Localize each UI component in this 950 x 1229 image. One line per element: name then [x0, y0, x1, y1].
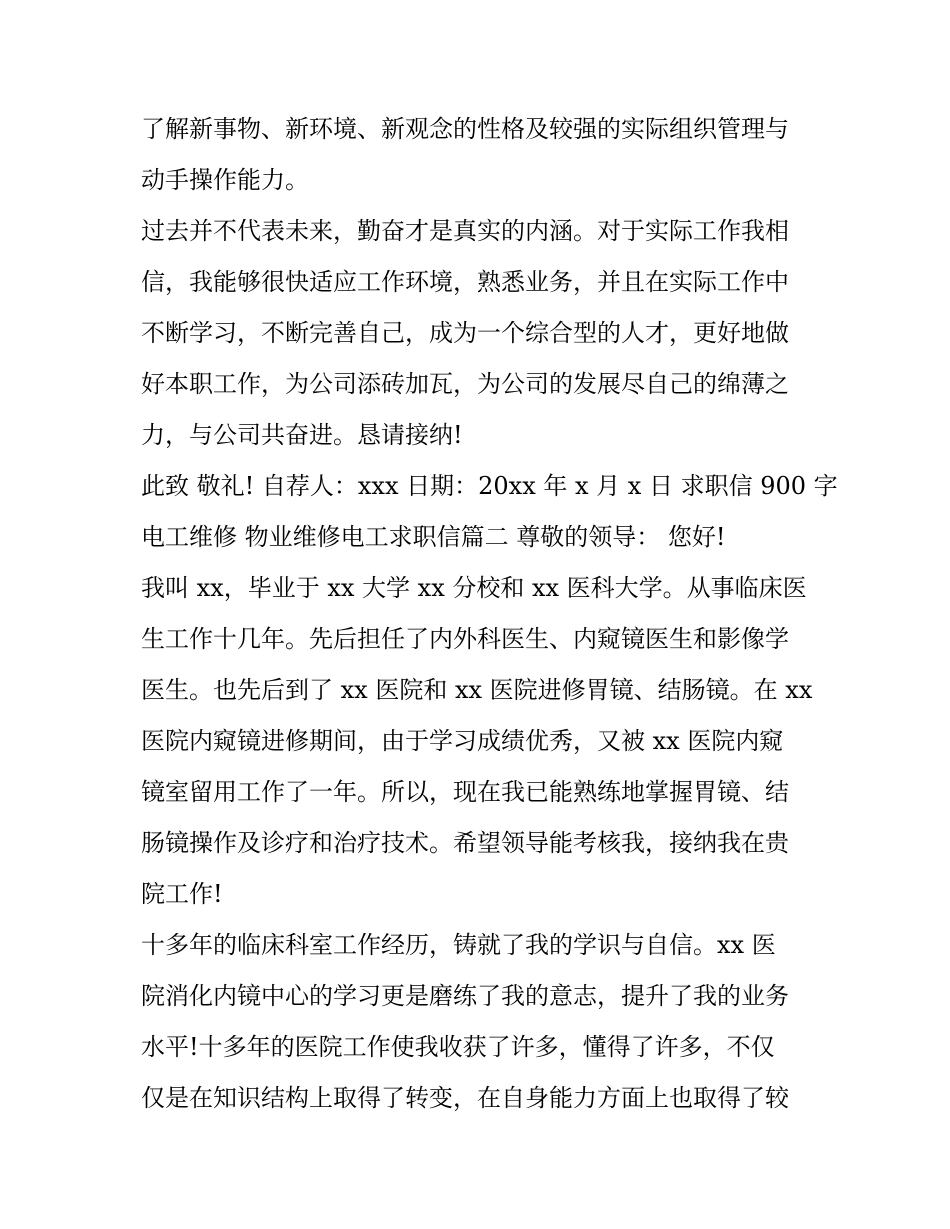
- text-line: 好本职工作，为公司添砖加瓦，为公司的发展尽自己的绵薄之: [141, 370, 789, 398]
- text-line: 动手操作能力。: [141, 166, 309, 194]
- text-line: 生工作十几年。先后担任了内外科医生、内窥镜医生和影像学: [141, 625, 789, 653]
- text-line: 仅是在知识结构上取得了转变，在自身能力方面上也取得了较: [141, 1084, 789, 1112]
- body-text: [141, 104, 838, 1124]
- text-line: 我叫 xx，毕业于 xx 大学 xx 分校和 xx 医科大学。从事临床医: [141, 574, 807, 602]
- text-line: 电工维修 物业维修电工求职信篇二 尊敬的领导： 您好!: [141, 523, 726, 551]
- text-line: 过去并不代表未来，勤奋才是真实的内涵。对于实际工作我相: [141, 217, 789, 245]
- text-line: 十多年的临床科室工作经历，铸就了我的学识与自信。xx 医: [141, 931, 776, 959]
- text-line: 肠镜操作及诊疗和治疗技术。希望领导能考核我，接纳我在贵: [141, 829, 789, 857]
- text-line: 了解新事物、新环境、新观念的性格及较强的实际组织管理与: [141, 115, 789, 143]
- text-line: 院工作!: [141, 880, 223, 908]
- text-line: 医生。也先后到了 xx 医院和 xx 医院进修胃镜、结肠镜。在 xx: [141, 676, 813, 704]
- text-line: 信，我能够很快适应工作环境，熟悉业务，并且在实际工作中: [141, 268, 789, 296]
- text-line: 镜室留用工作了一年。所以，现在我已能熟练地掌握胃镜、结: [141, 778, 789, 806]
- text-line: 水平!十多年的医院工作使我收获了许多，懂得了许多，不仅: [141, 1033, 775, 1061]
- text-line: 力，与公司共奋进。恳请接纳!: [141, 421, 463, 449]
- text-line: 此致 敬礼! 自荐人：xxx 日期：20xx 年 x 月 x 日 求职信 900 字: [141, 472, 838, 500]
- text-line: 医院内窥镜进修期间，由于学习成绩优秀，又被 xx 医院内窥: [141, 727, 784, 755]
- text-line: 院消化内镜中心的学习更是磨练了我的意志，提升了我的业务: [141, 982, 789, 1010]
- text-line: 不断学习，不断完善自己，成为一个综合型的人才，更好地做: [141, 319, 789, 347]
